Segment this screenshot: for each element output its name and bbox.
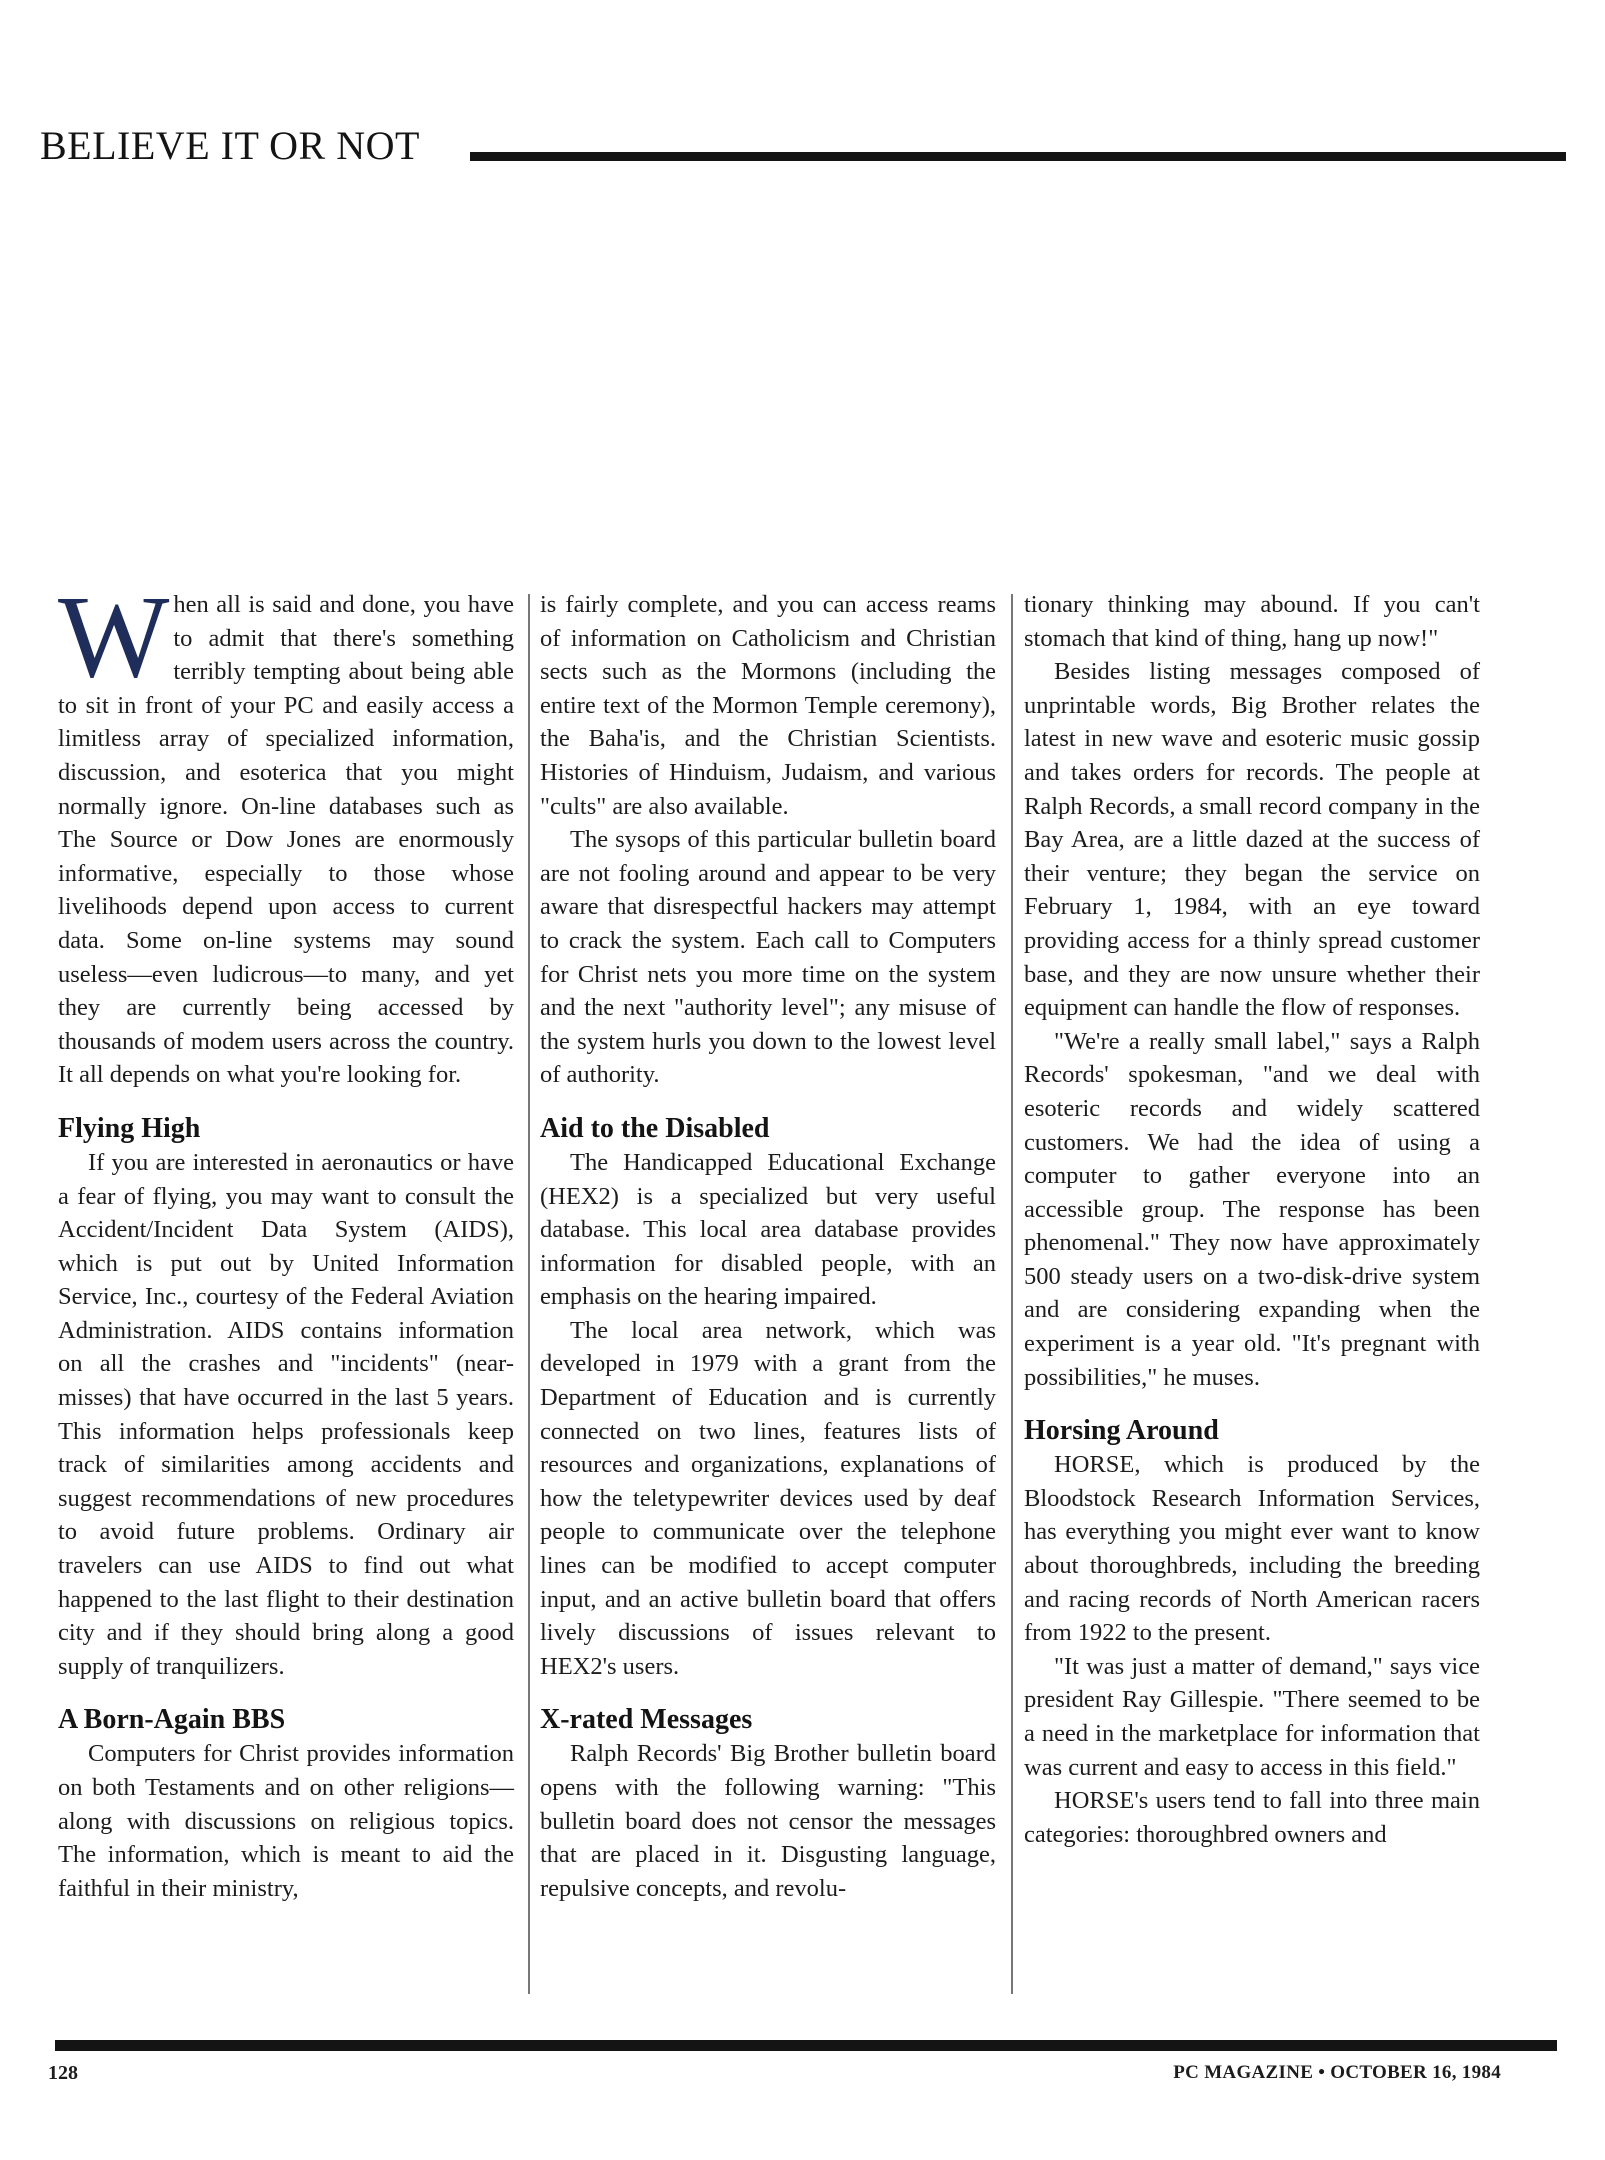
publication-info: PC MAGAZINE • OCTOBER 16, 1984: [1173, 2062, 1501, 2083]
xrated-paragraph-start: Ralph Records' Big Brother bulletin board opens with the following warning: "This bulletin board does not censor the messages that are placed in it. Disgusting language, repulsive concepts, and revolu-: [540, 1740, 996, 1902]
born-again-paragraph-start: Computers for Christ provides information on both Testaments and on other religions—along with discussions on religious topics. The information, which is meant to aid the faithful in their ministry,: [58, 1740, 514, 1902]
xrated-paragraph-2: Besides listing messages composed of unprintable words, Big Brother relates the latest in new wave and esoteric music gossip and takes orders for records. The people at Ralph Records, a small record company in the Bay Area, are a little dazed at the success of their venture; they began the service on February 1, 1984, with an eye toward providing access for a thinly spread customer base, and they are now unsure whether their equipment can handle the flow of responses.: [1024, 658, 1480, 1022]
xrated-paragraph-cont: tionary thinking may abound. If you can't stomach that kind of thing, hang up now!": [1024, 591, 1480, 652]
page-number: 128: [48, 2062, 78, 2084]
xrated-paragraph-3: "We're a really small label," says a Ralph Records' spokesman, "and we deal with esoteric records and widely scattered customers. We had the idea of using a computer to gather everyone into an accessible group. The response has been phenomenal." They now have approximately 500 steady users on a two-disk-drive system and are considering expanding when the experiment is a year old. "It's pregnant with possibilities," he muses.: [1024, 1027, 1480, 1391]
born-again-paragraph-cont: is fairly complete, and you can access reams of information on Catholicism and Christian sects such as the Mormons (including the entire text of the Mormon Temple ceremony), the Baha'is, and the Christian Scientists. Histories of Hinduism, Judaism, and various "cults" are also available.: [540, 591, 996, 820]
column-separator-2: [1011, 594, 1013, 1994]
born-again-paragraph-2: The sysops of this particular bulletin board are not fooling around and appear to be very aware that disrespectful hackers may attempt to crack the system. Each call to Computers for Christ nets you more time on the system and the next "authority level"; any misuse of the system hurls you down to the lowest level of authority.: [540, 826, 996, 1089]
column-separator-1: [528, 594, 530, 1994]
intro-text: hen all is said and done, you have to admit that there's something terribly tempting about being able to sit in front of your PC and easily access a limitless array of specialized information, discussion, and esoterica that you might normally ignore. On-line databases such as The Source or Dow Jones are enormously informative, especially to those whose livelihoods depend upon access to current data. Some on-line systems may sound useless—even ludicrous—to many, and yet they are currently being accessed by thousands of modem users across the country. It all depends on what you're looking for.: [58, 591, 514, 1089]
article-column-3: [1024, 588, 1480, 1851]
article-column-2: [540, 588, 996, 1905]
heading-xrated: X-rated Messages: [540, 1704, 753, 1736]
footer-rule: [55, 2040, 1557, 2051]
intro-paragraph: [58, 571, 514, 1092]
heading-born-again: A Born-Again BBS: [58, 1704, 286, 1736]
article-column-1: [58, 571, 514, 1905]
disabled-paragraph-2: The local area network, which was developed in 1979 with a grant from the Department of Education and is currently connected on two lines, features lists of resources and organizations, explanations of how the teletypewriter devices used by deaf people to communicate over the telephone lines can be modified to accept computer input, and an active bulletin board that offers lively discussions of issues relevant to HEX2's users.: [540, 1316, 996, 1680]
header-rule: [470, 152, 1566, 161]
horsing-paragraph-1: HORSE, which is produced by the Bloodstock Research Information Services, has everything you might ever want to know about thoroughbreds, including the breeding and racing records of North American racers from 1922 to the present.: [1024, 1451, 1480, 1647]
horsing-paragraph-2: "It was just a matter of demand," says vice president Ray Gillespie. "There seemed to be a need in the marketplace for information that was current and easy to access in this field.": [1024, 1652, 1480, 1781]
flying-high-paragraph: If you are interested in aeronautics or have a fear of flying, you may want to consult the Accident/Incident Data System (AIDS), which is put out by United Information Service, Inc., courtesy of the Federal Aviation Administration. AIDS contains information on all the crashes and "incidents" (near-misses) that have occurred in the last 5 years. This information helps professionals keep track of similarities among accidents and suggest recommendations of new procedures to avoid future problems. Ordinary air travelers can use AIDS to find out what happened to the last flight to their destination city and if they should bring along a good supply of tranquilizers.: [58, 1148, 514, 1680]
heading-disabled: Aid to the Disabled: [540, 1112, 770, 1144]
heading-horsing: Horsing Around: [1024, 1415, 1219, 1447]
disabled-paragraph-1: The Handicapped Educational Exchange (HEX2) is a specialized but very useful database. This local area database provides information for disabled people, with an emphasis on the hearing impaired.: [540, 1148, 996, 1311]
drop-cap: W: [58, 571, 170, 702]
page-header-title: BELIEVE IT OR NOT: [40, 123, 420, 168]
horsing-paragraph-3: HORSE's users tend to fall into three main categories: thoroughbred owners and: [1024, 1787, 1480, 1848]
heading-flying-high: Flying High: [58, 1112, 201, 1144]
